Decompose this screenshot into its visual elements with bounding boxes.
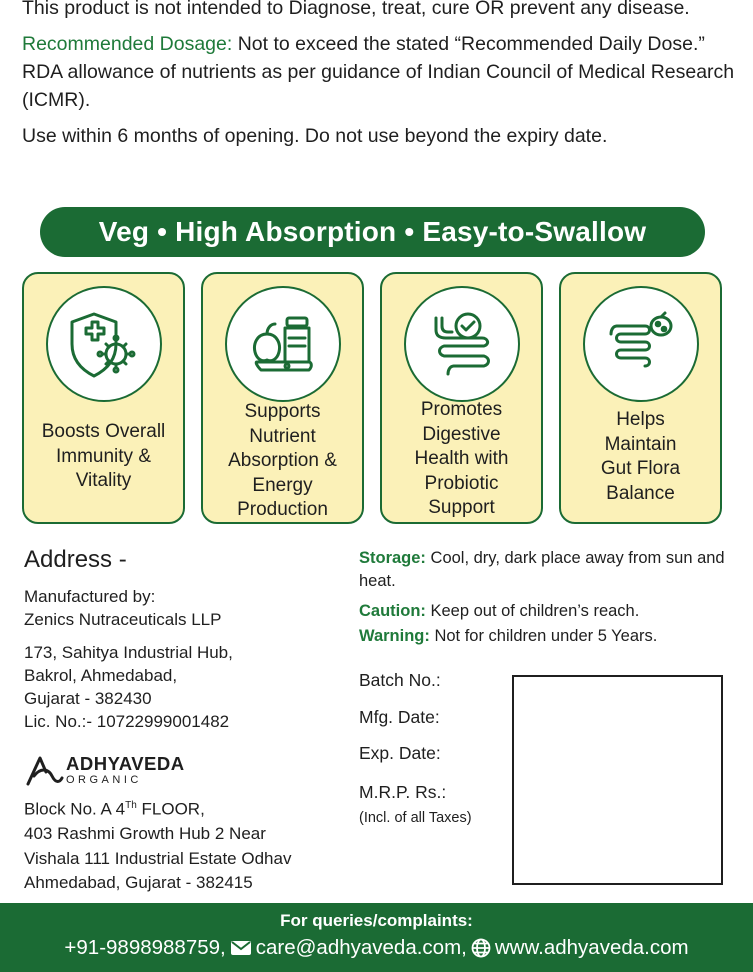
caption-line: Nutrient bbox=[249, 425, 316, 447]
caption-line: Gut Flora bbox=[600, 458, 681, 479]
benefit-caption bbox=[565, 408, 716, 506]
storage-row bbox=[359, 547, 739, 592]
caption-line: Health with bbox=[414, 448, 509, 469]
gut-flora-intestine-icon bbox=[583, 286, 699, 402]
features-banner bbox=[40, 207, 705, 257]
warning-label: Warning: bbox=[359, 626, 430, 645]
caption-line: Vitality bbox=[75, 470, 132, 491]
dosage-paragraph bbox=[22, 30, 737, 114]
brand-address-sup: Th bbox=[125, 800, 137, 811]
caution-row bbox=[359, 600, 739, 623]
caption-line: Immunity & bbox=[55, 445, 152, 467]
caption-line: Boosts Overall bbox=[41, 421, 166, 442]
brand-subtitle: ORGANIC bbox=[66, 774, 142, 786]
disclaimer-text: This product is not intended to Diagnose, treat, cure OR prevent any disease. bbox=[22, 0, 690, 19]
footer-contacts bbox=[0, 936, 753, 960]
manufactured-by-label: Manufactured by: bbox=[24, 587, 156, 606]
mfg-date-label: Mfg. Date: bbox=[359, 707, 440, 727]
brand-logo bbox=[24, 754, 224, 788]
benefit-card-gut-flora bbox=[559, 272, 722, 524]
manufacturer-company: Zenics Nutraceuticals LLP bbox=[24, 610, 222, 629]
nutrient-food-jar-icon bbox=[225, 286, 341, 402]
brand-address-line: 403 Rashmi Growth Hub 2 Near bbox=[24, 824, 266, 844]
benefit-card-nutrient bbox=[201, 272, 364, 524]
warning-row bbox=[359, 625, 739, 648]
benefit-cards bbox=[22, 272, 732, 524]
caution-label: Caution: bbox=[359, 602, 426, 620]
phone-number[interactable]: +91-9898988759, bbox=[64, 936, 226, 959]
benefit-card-immunity bbox=[22, 272, 185, 524]
batch-details-box bbox=[512, 675, 723, 885]
immunity-shield-virus-icon bbox=[46, 286, 162, 402]
manufacturer-address bbox=[24, 641, 233, 733]
benefit-caption bbox=[207, 400, 358, 523]
address-line: Bakrol, Ahmedabad, bbox=[24, 666, 178, 685]
storage-info bbox=[359, 547, 739, 647]
caption-line: Production bbox=[237, 499, 328, 520]
brand-address-part: FLOOR, bbox=[136, 799, 205, 819]
brand-address-line: Vishala 111 Industrial Estate Odhav bbox=[24, 848, 292, 868]
benefit-caption bbox=[386, 398, 537, 521]
globe-icon bbox=[471, 938, 491, 958]
address-line: 173, Sahitya Industrial Hub, bbox=[24, 643, 233, 662]
brand-address bbox=[24, 794, 291, 896]
benefit-caption bbox=[28, 420, 179, 494]
contact-footer bbox=[0, 903, 753, 972]
storage-text: Cool, dry, dark place away from sun and heat. bbox=[359, 549, 725, 590]
license-number: Lic. No.:- 10722999001482 bbox=[24, 712, 230, 731]
brand-address-line bbox=[24, 794, 291, 822]
caption-line: Maintain bbox=[604, 433, 677, 455]
features-banner-text: Veg • High Absorption • Easy-to-Swallow bbox=[98, 216, 647, 247]
caution-text: Keep out of children’s reach. bbox=[425, 602, 640, 620]
dosage-label: Recommended Dosage: bbox=[22, 33, 233, 55]
address-title: Address - bbox=[24, 546, 127, 573]
caption-line: Helps bbox=[616, 409, 665, 430]
batch-no-label: Batch No.: bbox=[359, 670, 441, 690]
address-line: Gujarat - 382430 bbox=[24, 689, 152, 708]
dosage-text: Not to exceed the stated “Recommended Daily Dose.” RDA allowance of nutrients as per guidance of Indian Council of Medical Research (ICMR). bbox=[22, 33, 735, 111]
intro-section bbox=[22, 0, 737, 158]
warning-text: Not for children under 5 Years. bbox=[429, 626, 658, 645]
brand-address-line: Ahmedabad, Gujarat - 382415 bbox=[24, 873, 253, 893]
exp-date-label: Exp. Date: bbox=[359, 743, 441, 763]
benefit-card-digestive bbox=[380, 272, 543, 524]
storage-label: Storage: bbox=[359, 549, 426, 567]
usage-text: Use within 6 months of opening. Do not use beyond the expiry date. bbox=[22, 125, 608, 147]
manufacturer-block bbox=[24, 585, 221, 631]
caption-line: Probiotic bbox=[424, 472, 499, 494]
footer-title: For queries/complaints: bbox=[280, 911, 473, 930]
caption-line: Energy bbox=[252, 474, 313, 496]
caption-line: Promotes bbox=[420, 399, 503, 420]
caption-line: Digestive bbox=[422, 423, 501, 445]
brand-address-part: Block No. A 4 bbox=[24, 799, 126, 819]
mrp-label: M.R.P. Rs.: bbox=[359, 782, 447, 802]
tax-note: (Incl. of all Taxes) bbox=[359, 810, 472, 826]
brand-name: ADHYAVEDA bbox=[66, 753, 185, 774]
caption-line: Balance bbox=[606, 482, 675, 504]
brand-mark-icon bbox=[24, 754, 64, 788]
email-link[interactable]: care@adhyaveda.com, bbox=[255, 936, 467, 959]
website-link[interactable]: www.adhyaveda.com bbox=[494, 936, 689, 959]
caption-line: Absorption & bbox=[228, 450, 337, 471]
caption-line: Support bbox=[428, 497, 495, 518]
mail-icon bbox=[230, 940, 252, 956]
caption-line: Supports bbox=[244, 401, 321, 422]
digestive-stomach-check-icon bbox=[404, 286, 520, 402]
